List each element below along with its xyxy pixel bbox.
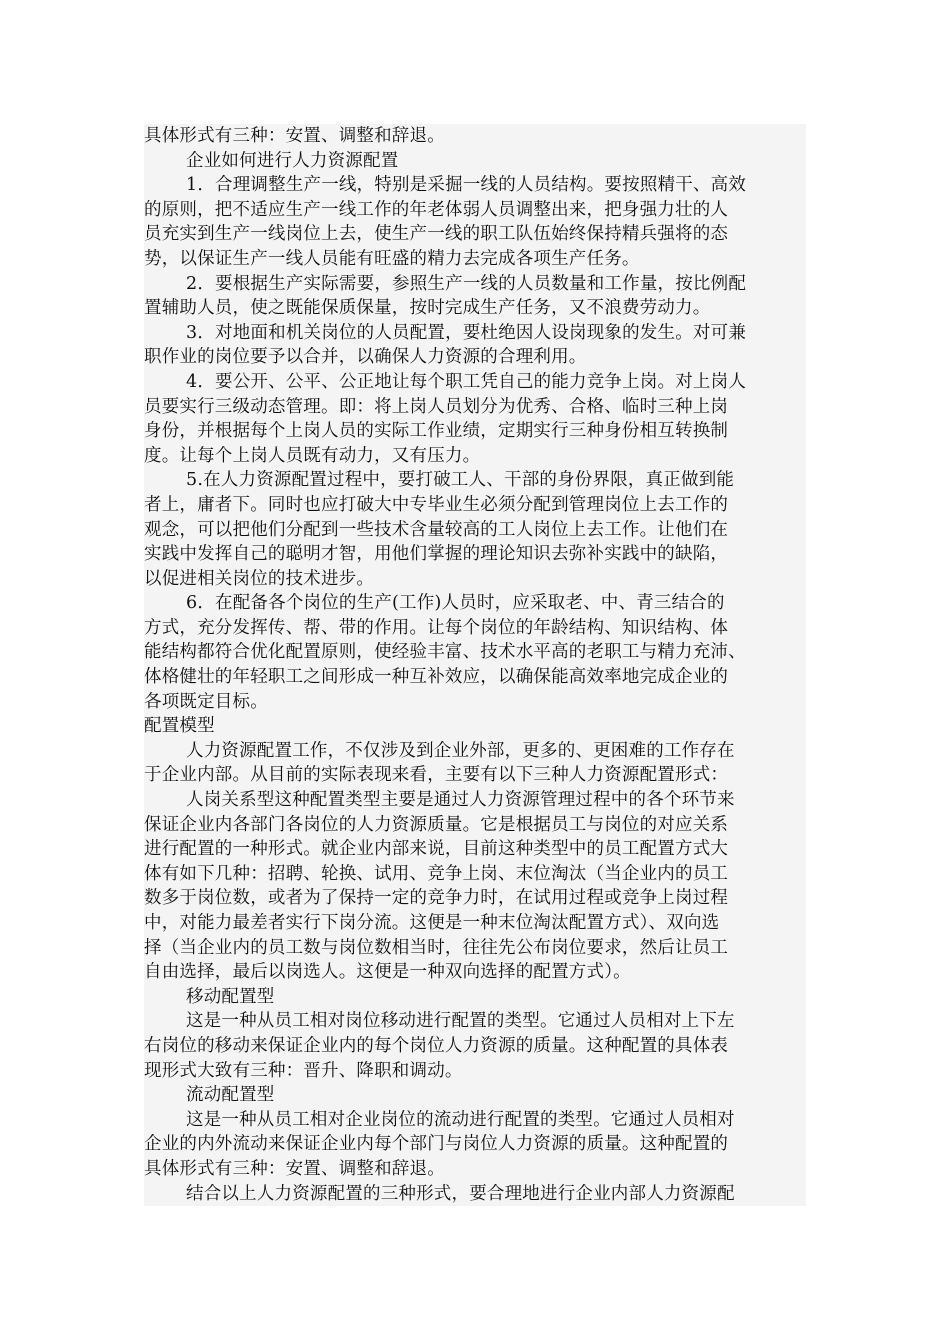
text-line: 于企业内部。从目前的实际表现来看，主要有以下三种人力资源配置形式： bbox=[144, 765, 729, 786]
text-line: 观念，可以把他们分配到一些技术含量较高的工人岗位上去工作。让他们在 bbox=[144, 519, 729, 540]
text-line: 3．对地面和机关岗位的人员配置，要杜绝因人设岗现象的发生。对可兼 bbox=[186, 322, 747, 343]
text-line: 企业的内外流动来保证企业内每个部门与岗位人力资源的质量。这种配置的 bbox=[144, 1134, 729, 1155]
text-line: 势，以保证生产一线人员能有旺盛的精力去完成各项生产任务。 bbox=[144, 248, 640, 269]
text-line: 职作业的岗位要予以合并，以确保人力资源的合理利用。 bbox=[144, 347, 587, 368]
text-line: 择（当企业内的员工数与岗位数相当时，往往先公布岗位要求，然后让员工 bbox=[144, 937, 729, 958]
text-line: 员充实到生产一线岗位上去，使生产一线的职工队伍始终保持精兵强将的态 bbox=[144, 224, 729, 245]
text-line: 以促进相关岗位的技术进步。 bbox=[144, 568, 375, 589]
text-line: 者上，庸者下。同时也应打破大中专毕业生必须分配到管理岗位上去工作的 bbox=[144, 494, 729, 515]
text-line: 的原则，把不适应生产一线工作的年老体弱人员调整出来，把身强力壮的人 bbox=[144, 199, 729, 220]
text-line: 企业如何进行人力资源配置 bbox=[186, 150, 399, 171]
text-line: 人力资源配置工作，不仅涉及到企业外部，更多的、更困难的工作存在 bbox=[186, 740, 735, 761]
text-line: 方式，充分发挥传、帮、带的作用。让每个岗位的年龄结构、知识结构、体 bbox=[144, 617, 729, 638]
text-line: 右岗位的移动来保证企业内的每个岗位人力资源的质量。这种配置的具体表 bbox=[144, 1035, 729, 1056]
text-line: 配置模型 bbox=[144, 716, 215, 737]
text-line: 各项既定目标。 bbox=[144, 691, 268, 712]
text-line: 这是一种从员工相对企业岗位的流动进行配置的类型。它通过人员相对 bbox=[186, 1109, 735, 1130]
text-line: 置辅助人员，使之既能保质保量，按时完成生产任务，又不浪费劳动力。 bbox=[144, 298, 711, 319]
text-line: 数多于岗位数，或者为了保持一定的竞争力时，在试用过程或竞争上岗过程 bbox=[144, 888, 729, 909]
text-line: 2．要根据生产实际需要，参照生产一线的人员数量和工作量，按比例配 bbox=[186, 273, 747, 294]
text-line: 体有如下几种：招聘、轮换、试用、竞争上岗、末位淘汰（当企业内的员工 bbox=[144, 863, 729, 884]
text-line: 4．要公开、公平、公正地让每个职工凭自己的能力竞争上岗。对上岗人 bbox=[186, 371, 747, 392]
text-line: 移动配置型 bbox=[186, 986, 275, 1007]
text-line: 具体形式有三种：安置、调整和辞退。 bbox=[144, 126, 445, 146]
text-line: 中，对能力最差者实行下岗分流。这便是一种末位淘汰配置方式）、双向选 bbox=[144, 913, 720, 933]
text-line: 体格健壮的年轻职工之间形成一种互补效应，以确保能高效率地完成企业的 bbox=[144, 667, 729, 688]
text-line: 5.在人力资源配置过程中，要打破工人、干部的身份界限，真正做到能 bbox=[186, 470, 735, 491]
text-line: 人岗关系型这种配置类型主要是通过人力资源管理过程中的各个环节来 bbox=[186, 790, 735, 811]
text-line: 进行配置的一种形式。就企业内部来说，目前这种类型中的员工配置方式大 bbox=[144, 839, 729, 860]
text-line: 流动配置型 bbox=[186, 1085, 275, 1106]
text-line: 具体形式有三种：安置、调整和辞退。 bbox=[144, 1158, 445, 1179]
text-line: 这是一种从员工相对岗位移动进行配置的类型。它通过人员相对上下左 bbox=[186, 1011, 735, 1032]
text-line: 保证企业内各部门各岗位的人力资源质量。它是根据员工与岗位的对应关系 bbox=[144, 814, 729, 835]
text-line: 实践中发挥自己的聪明才智，用他们掌握的理论知识去弥补实践中的缺陷， bbox=[144, 544, 729, 565]
document-body bbox=[144, 124, 806, 1206]
text-line: 身份，并根据每个上岗人员的实际工作业绩，定期实行三种身份相互转换制 bbox=[144, 421, 729, 442]
text-line: 度。让每个上岗人员既有动力，又有压力。 bbox=[144, 445, 481, 466]
text-line: 现形式大致有三种：晋升、降职和调动。 bbox=[144, 1060, 463, 1081]
text-line: 员要实行三级动态管理。即：将上岗人员划分为优秀、合格、临时三种上岗 bbox=[144, 396, 729, 417]
text-line: 6．在配备各个岗位的生产(工作)人员时，应采取老、中、青三结合的 bbox=[186, 593, 725, 614]
text-line: 自由选择，最后以岗选人。这便是一种双向选择的配置方式）。 bbox=[144, 962, 631, 983]
text-line: 1．合理调整生产一线，特别是采掘一线的人员结构。要按照精干、高效 bbox=[186, 175, 747, 196]
text-line: 能结构都符合优化配置原则，使经验丰富、技术水平高的老职工与精力充沛、 bbox=[144, 642, 746, 663]
text-line: 结合以上人力资源配置的三种形式，要合理地进行企业内部人力资源配 bbox=[186, 1183, 735, 1204]
